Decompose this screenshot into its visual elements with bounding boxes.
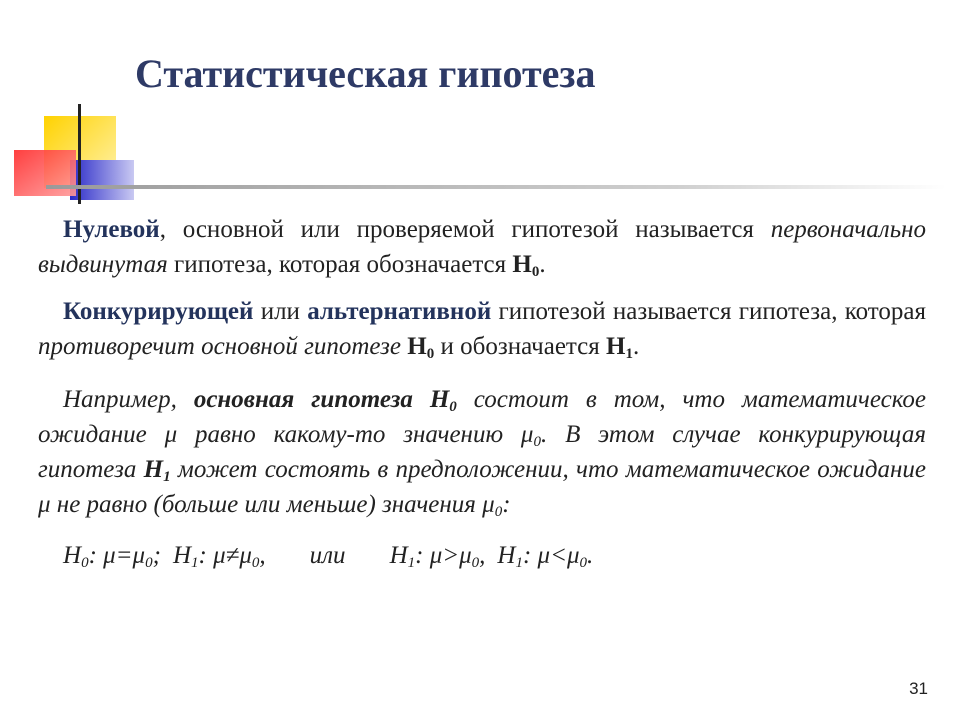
formula-h0: $H_0$: $\mu=\mu_0$;	[63, 542, 161, 571]
horizontal-rule	[46, 185, 946, 189]
term-alternative: альтернативной	[307, 298, 492, 325]
formula-h1-not-equal: $H_1$: $\mu\ne\mu_0$,	[172, 542, 266, 571]
symbol-h0: $H_0$	[407, 333, 435, 362]
symbol-h1: $H_1$	[143, 456, 171, 485]
page-number: 31	[909, 679, 928, 698]
decorative-squares-logo	[0, 0, 960, 210]
symbol-h0: $H_0$	[512, 251, 540, 280]
formula-h1-greater: $H_1$: $\mu>\mu_0$,	[389, 542, 486, 571]
paragraph-null-hypothesis: Нулевой, основной или проверяемой гипотезой называется первоначально выдвинутая гипотеза, которая обозначается $H_0$.	[38, 216, 926, 280]
term-null: Нулевой	[63, 216, 160, 243]
term-competing: Конкурирующей	[63, 298, 254, 325]
symbol-h1: $H_1$	[606, 333, 633, 362]
slide-body	[38, 212, 926, 573]
red-square	[14, 150, 76, 196]
paragraph-alternative-hypothesis: Конкурирующей или альтернативной гипотезой называется гипотеза, которая противоречит основной гипотезе $H_0$ и обозначается $H_1$.	[38, 298, 926, 362]
formula-or: или	[309, 542, 346, 569]
paragraph-example: Например, основная гипотеза $H_0$ состоит в том, что математическое ожидание μ равно какому-то значению $\mu_0$. В этом случае конкурирующая гипотеза $H_1$ может состоять в предположении, что математическое ожидание μ не равно (больше или меньше) значения $\mu_0$:	[38, 386, 927, 520]
hypothesis-formulas	[38, 538, 926, 573]
symbol-h0: $H_0$	[429, 386, 457, 415]
term-main-hypothesis: основная гипотеза	[193, 386, 413, 413]
slide-title: Статистическая гипотеза	[135, 51, 596, 96]
formula-h1-less: $H_1$: $\mu<\mu_0$.	[497, 542, 594, 571]
